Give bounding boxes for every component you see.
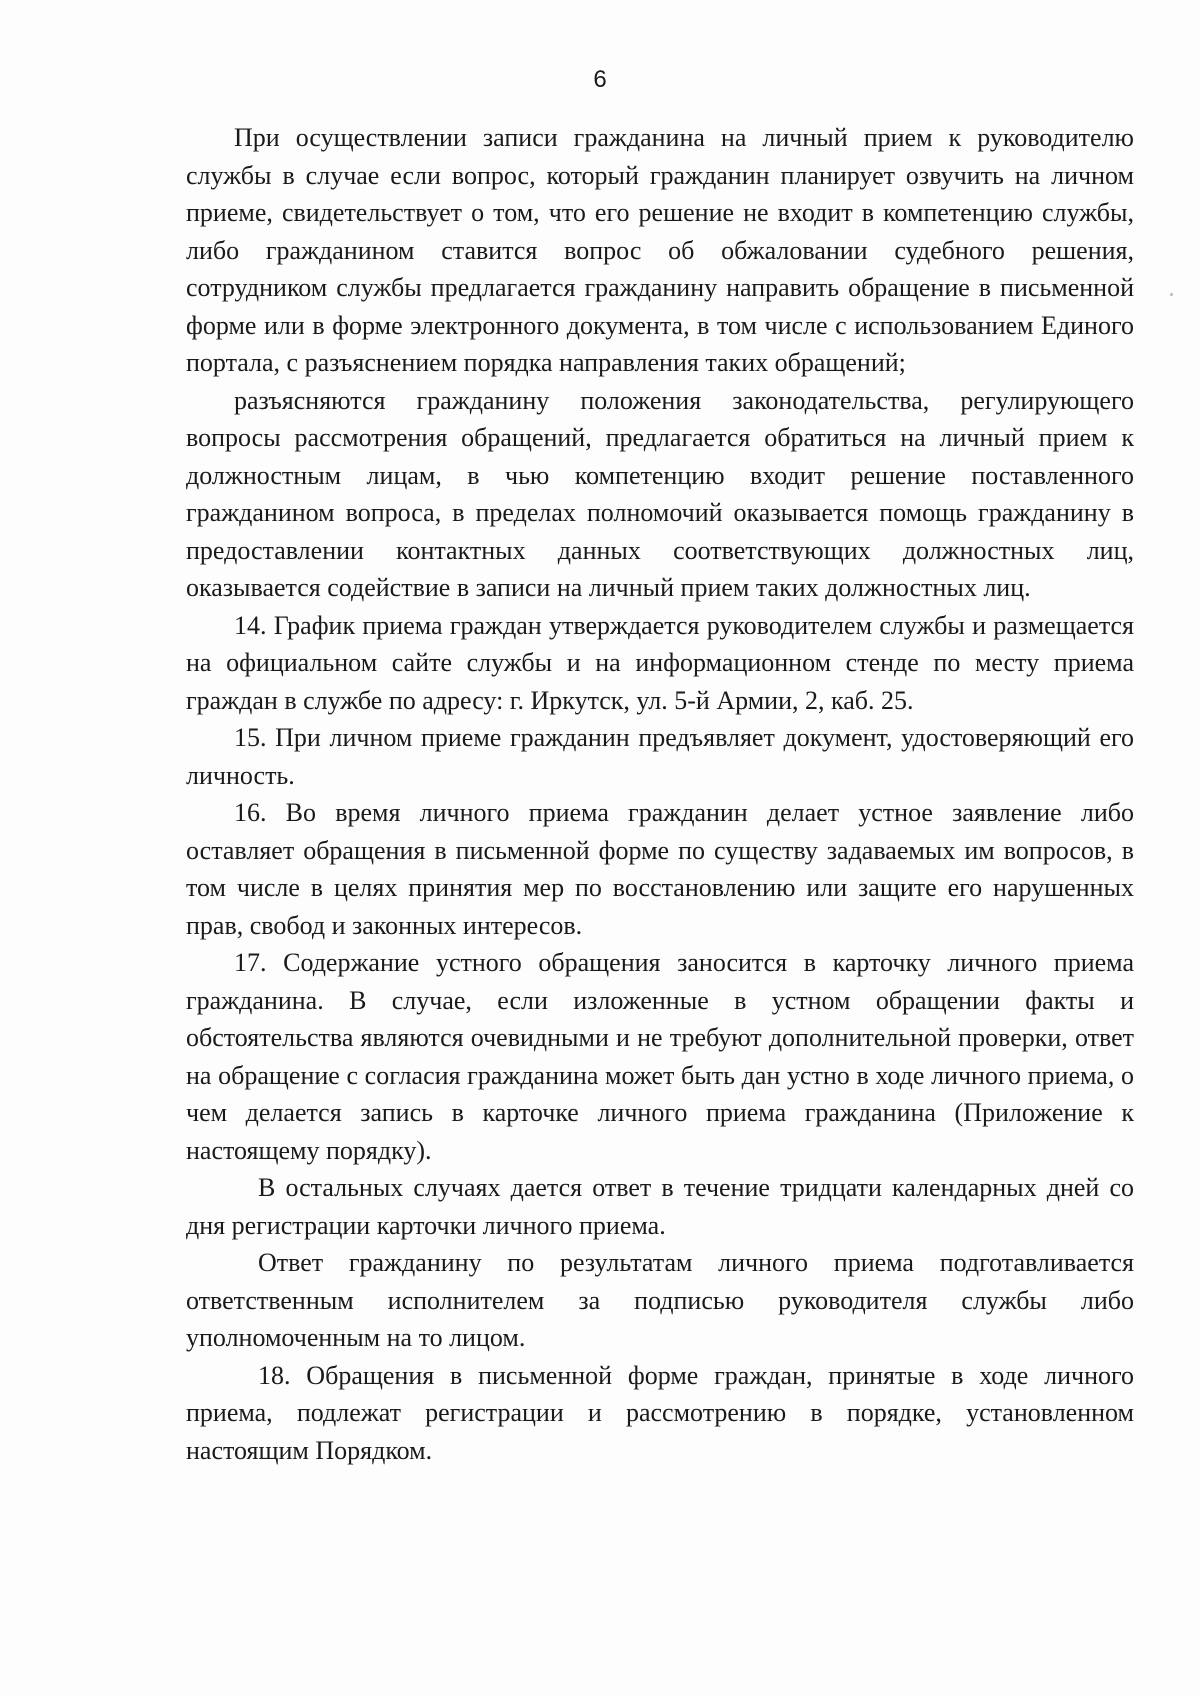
paragraph-response-preparation: Ответ гражданину по результатам личного приема подготавливается ответственным исполнителем за подписью руководителя службы либо уполномоченным на то лицом. [186, 1248, 1134, 1352]
paragraph-14-schedule: 14. График приема граждан утверждается руководителем службы и размещается на официальном сайте службы и на информационном стенде по месту приема граждан в службе по адресу: г. Иркутск, ул. 5-й Армии, 2, каб. 25. [186, 610, 1134, 715]
document-body [186, 119, 1134, 1469]
paragraph-appointment-registration: При осуществлении записи гражданина на личный прием к руководителю службы в случае если вопрос, который гражданин планирует озвучить на личном приеме, свидетельствует о том, что его решение не входит в компетенцию службы, либо гражданином ставится вопрос об обжаловании судебного решения, сотрудником службы предлагается гражданину направить обращение в письменной форме или в форме электронного документа, в том числе с использованием Единого портала, с разъяснением порядка направления таких обращений; [186, 123, 1134, 377]
paragraph-legislation-explanation: разъясняются гражданину положения законодательства, регулирующего вопросы рассмотрения обращений, предлагается обратиться на личный прием к должностным лицам, в чью компетенцию входит решение поставленного гражданином вопроса, в пределах полномочий оказывается помощь гражданину в предоставлении контактных данных соответствующих должностных лиц, оказывается содействие в записи на личный прием таких должностных лиц. [186, 385, 1134, 602]
paragraph-thirty-days-response: В остальных случаях дается ответ в течение тридцати календарных дней со дня регистрации карточки личного приема. [186, 1173, 1134, 1240]
page-number: 6 [593, 66, 607, 93]
paragraph-16-oral-statement: 16. Во время личного приема гражданин делает устное заявление либо оставляет обращения в письменной форме по существу задаваемых им вопросов, в том числе в целях принятия мер по восстановлению или защите его нарушенных прав, свобод и законных интересов. [186, 798, 1134, 940]
paragraph-18-written-appeals: 18. Обращения в письменной форме граждан, принятые в ходе личного приема, подлежат регистрации и рассмотрению в порядке, установленном настоящим Порядком. [186, 1360, 1134, 1465]
paragraph-17-oral-appeal-content: 17. Содержание устного обращения заносится в карточку личного приема гражданина. В случае, если изложенные в устном обращении факты и обстоятельства являются очевидными и не требуют дополнительной проверки, ответ на обращение с согласия гражданина может быть дан устно в ходе личного приема, о чем делается запись в карточке личного приема гражданина (Приложение к настоящему порядку). [186, 948, 1134, 1165]
scan-speck [1170, 293, 1173, 296]
paragraph-15-identity-document: 15. При личном приеме гражданин предъявляет документ, удостоверяющий его личность. [186, 723, 1134, 790]
